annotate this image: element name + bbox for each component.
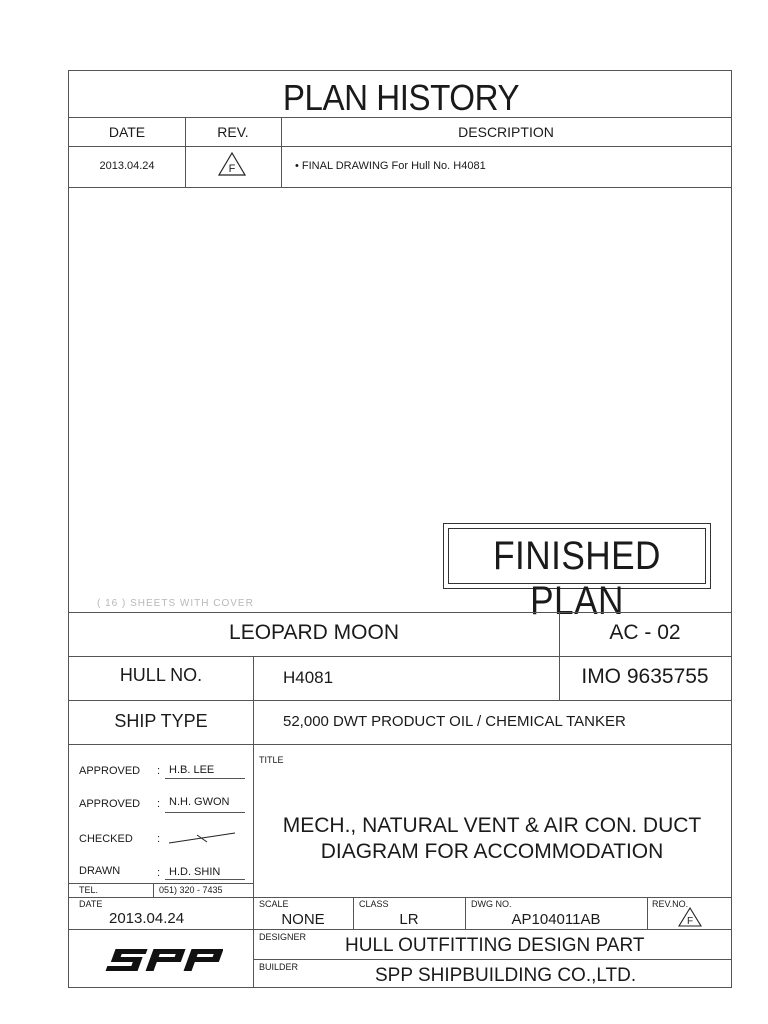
history-row-date: 2013.04.24 — [99, 160, 155, 172]
dwg-no-label: DWG NO. — [471, 899, 512, 909]
spp-logo-icon — [105, 945, 223, 975]
drawing-code: AC - 02 — [609, 621, 681, 644]
drawn-colon: : — [157, 867, 161, 879]
drawing-title-line2: DIAGRAM FOR ACCOMMODATION — [320, 840, 664, 863]
class-value: LR — [399, 911, 419, 928]
history-row-description: • FINAL DRAWING For Hull No. H4081 — [295, 160, 486, 172]
rev-no-label: REV.NO. — [652, 899, 689, 909]
scale-label: SCALE — [259, 899, 289, 909]
col-rev-header: REV. — [217, 124, 249, 140]
dwg-no-value: AP104011AB — [511, 911, 601, 928]
drawn-label: DRAWN — [79, 865, 121, 877]
hull-no-value: H4081 — [283, 668, 334, 687]
approved-label-1: APPROVED — [79, 765, 141, 777]
ship-name: LEOPARD MOON — [229, 621, 399, 644]
plan-history-title: PLAN HISTORY — [282, 77, 520, 118]
scale-value: NONE — [281, 911, 325, 928]
approved-colon-1: : — [157, 765, 161, 777]
stamp-text: FINISHED PLAN — [493, 534, 661, 623]
tel-value: 051) 320 - 7435 — [159, 885, 223, 895]
designer-label: DESIGNER — [259, 932, 307, 942]
ship-type-label: SHIP TYPE — [114, 711, 208, 731]
tel-label: TEL. — [79, 885, 99, 895]
imo-number: IMO 9635755 — [581, 665, 709, 688]
checked-label: CHECKED — [79, 833, 133, 845]
approved-name-2: N.H. GWON — [169, 796, 230, 808]
logo-text: SPP — [105, 945, 108, 946]
hull-no-label: HULL NO. — [119, 665, 203, 685]
rev-no-value: F — [686, 916, 694, 927]
title-label: TITLE — [259, 755, 284, 765]
approved-colon-2: : — [157, 798, 161, 810]
drawing-title-line1: MECH., NATURAL VENT & AIR CON. DUCT — [282, 814, 702, 837]
checked-signature-icon — [167, 827, 237, 847]
checked-colon: : — [157, 833, 161, 845]
history-row-rev: F — [228, 163, 236, 175]
sheets-note: ( 16 ) SHEETS WITH COVER — [97, 598, 254, 609]
drawing-sheet — [68, 70, 732, 988]
finished-plan-stamp — [443, 523, 711, 623]
rev-triangle-icon — [217, 151, 247, 177]
col-description-header: DESCRIPTION — [458, 124, 554, 140]
rev-no-triangle-icon — [677, 906, 703, 928]
ship-type-value: 52,000 DWT PRODUCT OIL / CHEMICAL TANKER — [283, 713, 626, 730]
approved-name-1: H.B. LEE — [169, 764, 215, 776]
designer-value: HULL OUTFITTING DESIGN PART — [345, 935, 645, 956]
class-label: CLASS — [359, 899, 389, 909]
date-label: DATE — [79, 899, 103, 909]
col-date-header: DATE — [108, 124, 146, 140]
builder-value: SPP SHIPBUILDING CO.,LTD. — [375, 965, 637, 986]
builder-label: BUILDER — [259, 962, 299, 972]
date-value: 2013.04.24 — [109, 910, 185, 927]
drawn-name: H.D. SHIN — [169, 866, 221, 878]
approved-label-2: APPROVED — [79, 798, 141, 810]
